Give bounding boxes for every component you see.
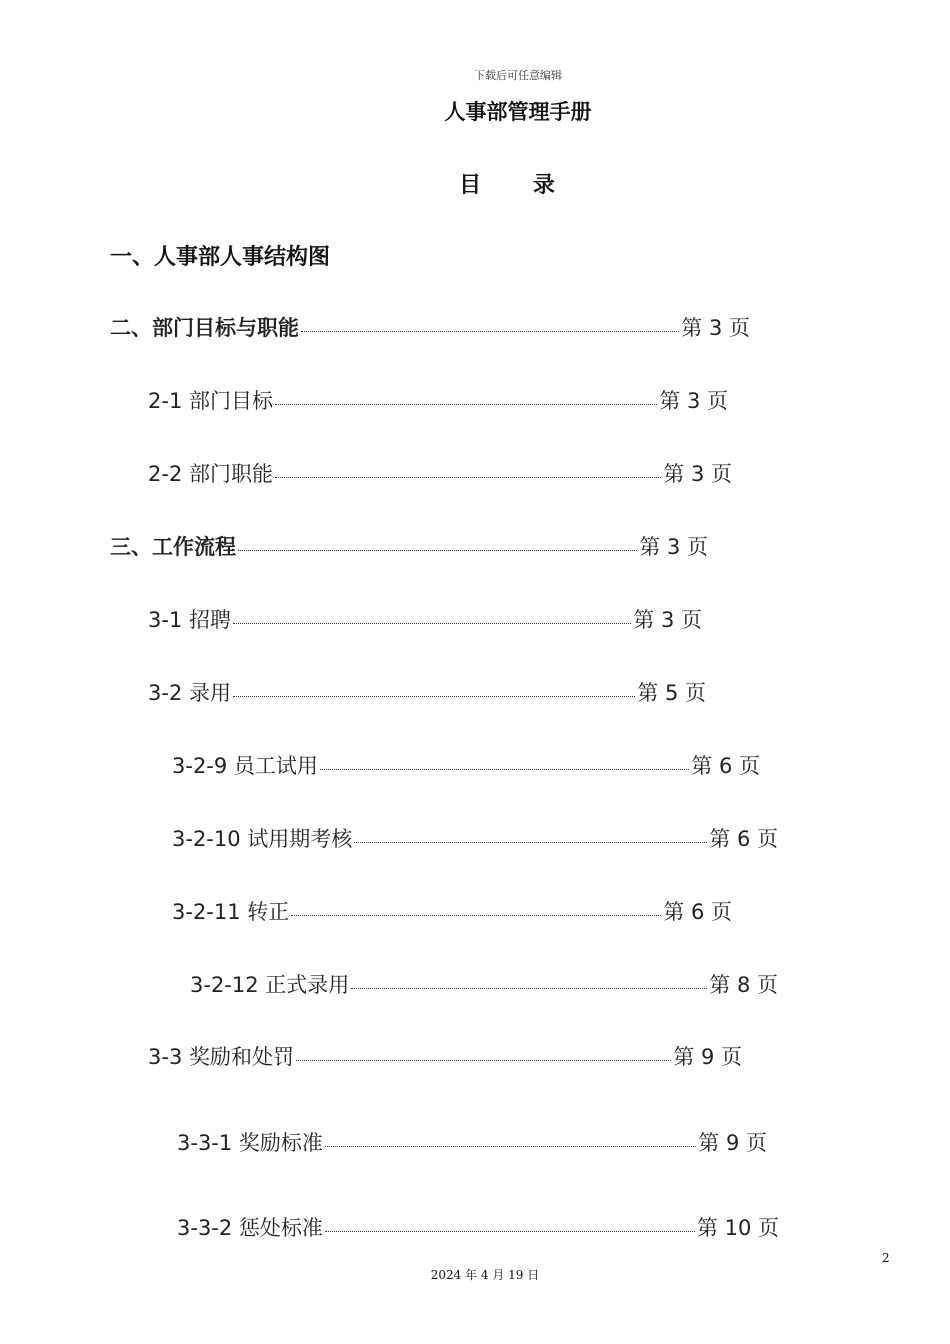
toc-entry-label: 二、部门目标与职能 bbox=[110, 316, 299, 340]
dot-leader bbox=[351, 988, 707, 989]
dot-leader bbox=[320, 769, 689, 770]
toc-entry-label: 2-1 部门目标 bbox=[148, 389, 273, 413]
footer-date: 2024 年 4 月 19 日 bbox=[430, 1268, 540, 1282]
toc-entry[interactable] bbox=[190, 969, 778, 999]
toc-entry-label: 2-2 部门职能 bbox=[148, 462, 273, 486]
dot-leader bbox=[325, 1231, 695, 1232]
toc-entry-page: 第 9 页 bbox=[673, 1045, 742, 1069]
dot-leader bbox=[275, 404, 657, 405]
toc-entry[interactable] bbox=[110, 531, 708, 561]
page-number: 2 bbox=[882, 1251, 890, 1265]
dot-leader bbox=[238, 550, 637, 551]
toc-entry-label: 3-3-1 奖励标准 bbox=[177, 1131, 323, 1155]
toc-entry-page: 第 3 页 bbox=[633, 608, 702, 632]
toc-entry-label: 3-3 奖励和处罚 bbox=[148, 1045, 294, 1069]
dot-leader bbox=[233, 623, 631, 624]
toc-entry-page: 第 3 页 bbox=[681, 316, 750, 340]
dot-leader bbox=[291, 915, 661, 916]
toc-entry-label: 3-1 招聘 bbox=[148, 608, 231, 632]
toc-entry-page: 第 3 页 bbox=[663, 462, 732, 486]
toc-entry-structure-chart: 一、人事部人事结构图 bbox=[110, 245, 331, 270]
header-note: 下载后可任意编辑 bbox=[474, 69, 562, 82]
dot-leader bbox=[301, 331, 679, 332]
toc-entry-page: 第 8 页 bbox=[709, 973, 778, 997]
toc-entry[interactable] bbox=[148, 677, 706, 707]
toc-entry[interactable] bbox=[148, 385, 728, 415]
toc-entry-page: 第 3 页 bbox=[639, 535, 708, 559]
toc-entry-page: 第 6 页 bbox=[663, 900, 732, 924]
toc-entry-page: 第 6 页 bbox=[691, 754, 760, 778]
toc-entry[interactable] bbox=[172, 896, 732, 926]
dot-leader bbox=[275, 477, 661, 478]
toc-entry[interactable] bbox=[172, 750, 760, 780]
toc-entry-label: 三、工作流程 bbox=[110, 535, 236, 559]
toc-entry[interactable] bbox=[148, 1041, 742, 1071]
toc-entry-label: 3-2 录用 bbox=[148, 681, 231, 705]
toc-entry-page: 第 6 页 bbox=[709, 827, 778, 851]
toc-entry-page: 第 3 页 bbox=[659, 389, 728, 413]
toc-entry[interactable] bbox=[177, 1212, 779, 1242]
toc-heading: 目 录 bbox=[459, 173, 577, 198]
dot-leader bbox=[354, 842, 707, 843]
toc-entry-label: 3-2-9 员工试用 bbox=[172, 754, 318, 778]
toc-entry-label: 3-2-11 转正 bbox=[172, 900, 290, 924]
dot-leader bbox=[325, 1146, 696, 1147]
toc-entry[interactable] bbox=[172, 823, 778, 853]
dot-leader bbox=[233, 696, 635, 697]
toc-entry-page: 第 5 页 bbox=[637, 681, 706, 705]
toc-entry[interactable] bbox=[148, 604, 702, 634]
dot-leader bbox=[296, 1060, 671, 1061]
toc-entry-label: 3-3-2 惩处标准 bbox=[177, 1216, 323, 1240]
document-title: 人事部管理手册 bbox=[444, 100, 592, 124]
toc-entry[interactable] bbox=[110, 312, 750, 342]
toc-entry[interactable] bbox=[148, 458, 732, 488]
toc-entry-label: 3-2-10 试用期考核 bbox=[172, 827, 353, 851]
toc-entry-label: 3-2-12 正式录用 bbox=[190, 973, 350, 997]
toc-entry[interactable] bbox=[177, 1127, 767, 1157]
toc-entry-page: 第 10 页 bbox=[696, 1216, 779, 1240]
toc-entry-page: 第 9 页 bbox=[698, 1131, 767, 1155]
